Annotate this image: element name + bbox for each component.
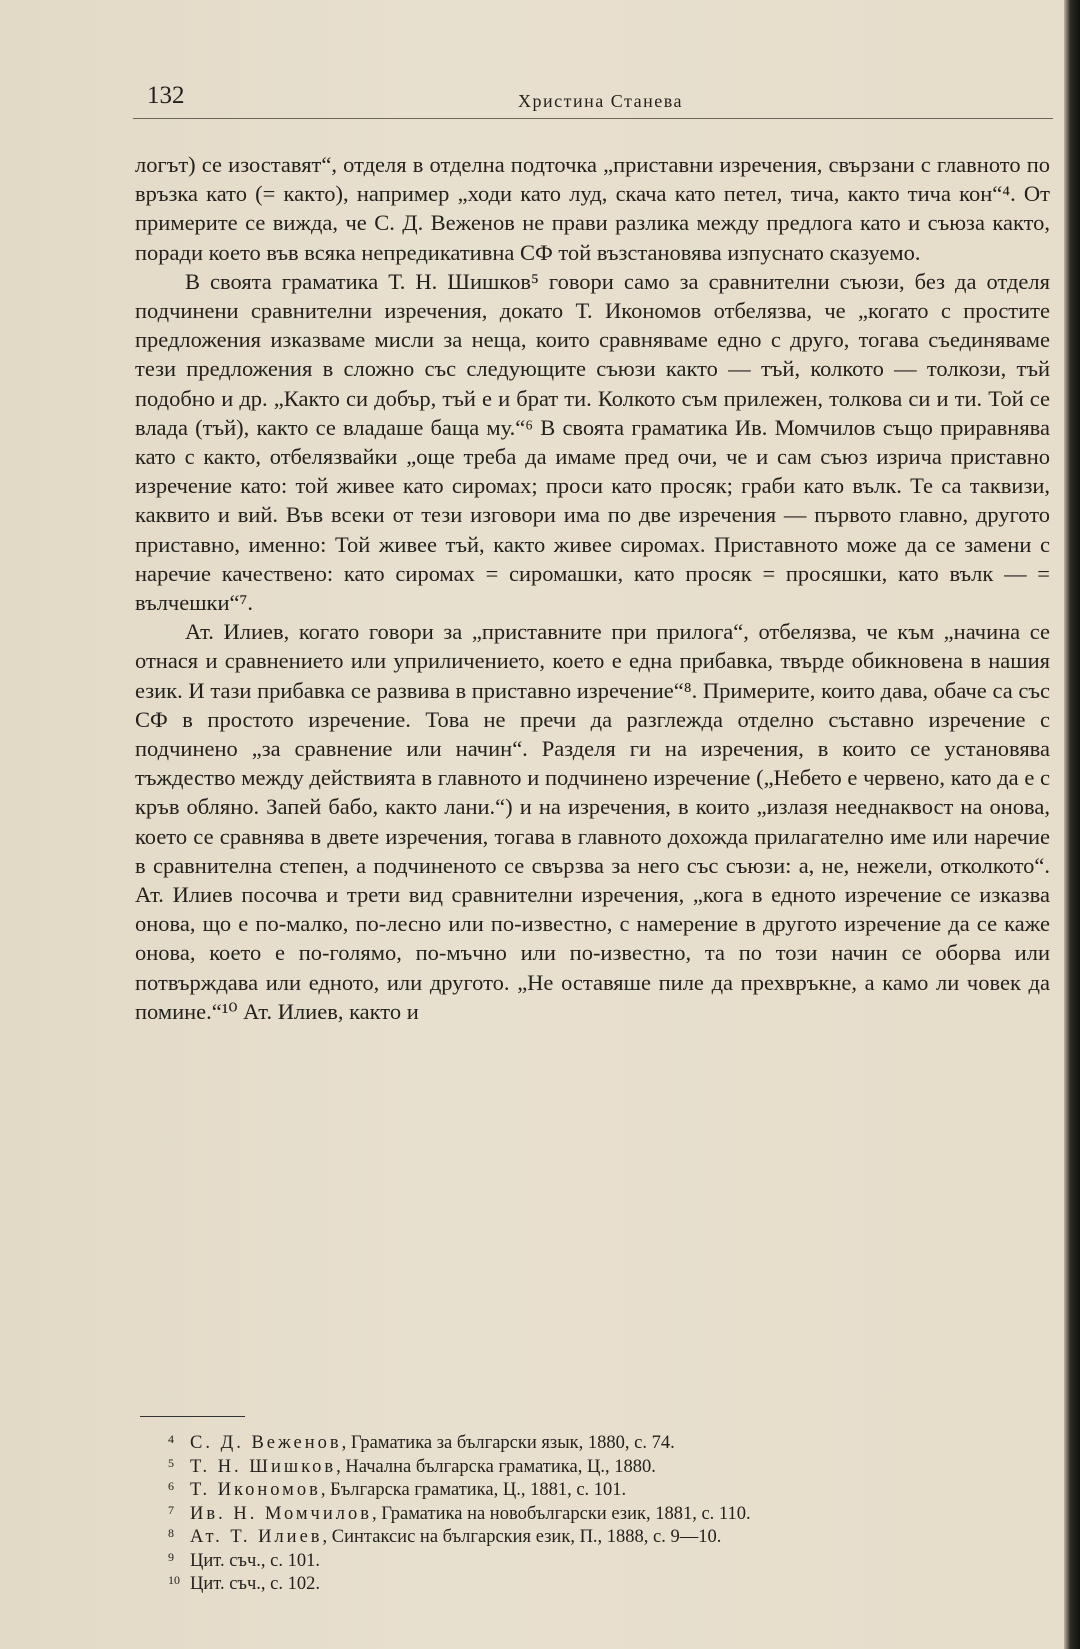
footnote-text: , Начална българска граматика, Ц., 1880. xyxy=(336,1456,656,1477)
footnote xyxy=(168,1479,1028,1503)
paragraph: В своята граматика Т. Н. Шишков⁵ говори само за сравнителни съюзи, без да отделя подчинени сравнителни изречения, докато Т. Икономов отбелязва, че „когато с простите предложения изказваме мисли за неща, които сравняваме едно с друго, тогава съединяваме тези предложения в сложно със следующите съюзи както — тъй, колкото — толкози, тъй подобно и др. „Както си добър, тъй е и брат ти. Колкото съм прилежен, толкова си и ти. Той се влада (тъй), както се владаше баща му.“⁶ В своята граматика Ив. Момчилов също приравнява като с както, отбелязвайки „още треба да имаме пред очи, че и сам съюз изрича приставно изречение като: той живее като сиромах; проси като просяк; граби като вълк. Те са таквизи, каквито и вий. Във всеки от тези изговори има по две изречения — първото главно, другото приставно, именно: Той живее тъй, както живее сиромах. Приставното може да се замени с наречие качествено: като сиромах = сиромашки, като просяк = просяшки, като вълк — = вълчешки“⁷. xyxy=(135,268,1050,616)
footnote-number: 7 xyxy=(168,1502,174,1517)
footnote-author: Ив. Н. Момчилов xyxy=(190,1503,372,1524)
footnote-text: Цит. съч., с. 101. xyxy=(190,1550,320,1571)
footnotes xyxy=(168,1432,1028,1597)
footnote-text: , Българска граматика, Ц., 1881, с. 101. xyxy=(320,1480,627,1500)
page-number: 132 xyxy=(147,82,185,109)
paragraph: Ат. Илиев, когато говори за „приставните при прилога“, отбелязва, че към „начина се отнася и сравнението или уприличението, което е една прибавка, твърде обикновена в нашия език. И тази прибавка се развива в приставно изречение“⁸. Примерите, които дава, обаче са със СФ в простото изречение. Това не пречи да разглежда отделно съставно изречение с подчинено „за сравнение или начин“. Разделя ги на изречения, в които се установява тъждество между действията в главното и подчинено изречение („Небето е червено, като да е с кръв обляно. Запей бабо, както лани.“) и на изречения, в които „излазя нееднаквост на онова, което се сравнява в двете изречения, тогава в главното дохожда прилагателно име или наречие в сравнителна степен, а подчиненото се свързва за него със съюзи: а, не, нежели, отколкото“. Ат. Илиев посочва и трети вид сравнителни изречения, „кога в едното изречение се изказва онова, що е по-малко, по-лесно или по-известно, с намерение в другото изречение да се каже онова, което е по-голямо, по-мъчно или по-известно, та по този начин се оборва или потвърждава или едното, или другото. „Не оставяше пиле да прехвръкне, а камо ли човек да помине.“¹⁰ Ат. Илиев, както и xyxy=(135,619,1050,1024)
footnote-author: Ат. Т. Илиев xyxy=(190,1527,323,1547)
page-edge xyxy=(1064,0,1080,1649)
footnote-text: , Граматика за български язык, 1880, с. 74. xyxy=(341,1433,675,1453)
footnote-author: С. Д. Веженов xyxy=(190,1433,342,1453)
footnote-number: 9 xyxy=(168,1549,174,1564)
paragraph: логът) се изоставят“, отделя в отделна подточка „приставни изречения, свързани с главното по връзка като (= както), например „ходи като луд, скача като петел, тича, както тича кон“⁴. От примерите се вижда, че С. Д. Веженов не прави разлика между предлога като и съюза както, поради което във всяка непредикативна СФ той възстановява изпуснато сказуемо. xyxy=(135,152,1050,265)
footnote-rule xyxy=(140,1416,245,1417)
footnote xyxy=(168,1432,1028,1456)
footnote xyxy=(168,1573,1028,1597)
footnote xyxy=(168,1503,1028,1527)
footnote-number: 4 xyxy=(168,1432,174,1446)
page-header xyxy=(133,78,1053,119)
footnote xyxy=(168,1526,1028,1550)
running-title: Христина Станева xyxy=(518,91,683,111)
footnote-text: , Граматика на новобългарски език, 1881, с. 110. xyxy=(371,1503,751,1524)
footnote-author: Т. Икономов xyxy=(190,1480,321,1500)
footnote-number: 10 xyxy=(168,1573,180,1587)
footnote-author: Т. Н. Шишков xyxy=(190,1456,337,1477)
footnote-number: 8 xyxy=(168,1526,174,1540)
footnote-number: 5 xyxy=(168,1455,174,1470)
footnote-number: 6 xyxy=(168,1479,174,1493)
footnote xyxy=(168,1550,1028,1574)
footnote-text: , Синтаксис на българския език, П., 1888, с. 9—10. xyxy=(322,1527,722,1547)
body-text xyxy=(135,150,1050,1026)
footnote-text: Цит. съч., с. 102. xyxy=(190,1574,320,1594)
footnote xyxy=(168,1456,1028,1480)
